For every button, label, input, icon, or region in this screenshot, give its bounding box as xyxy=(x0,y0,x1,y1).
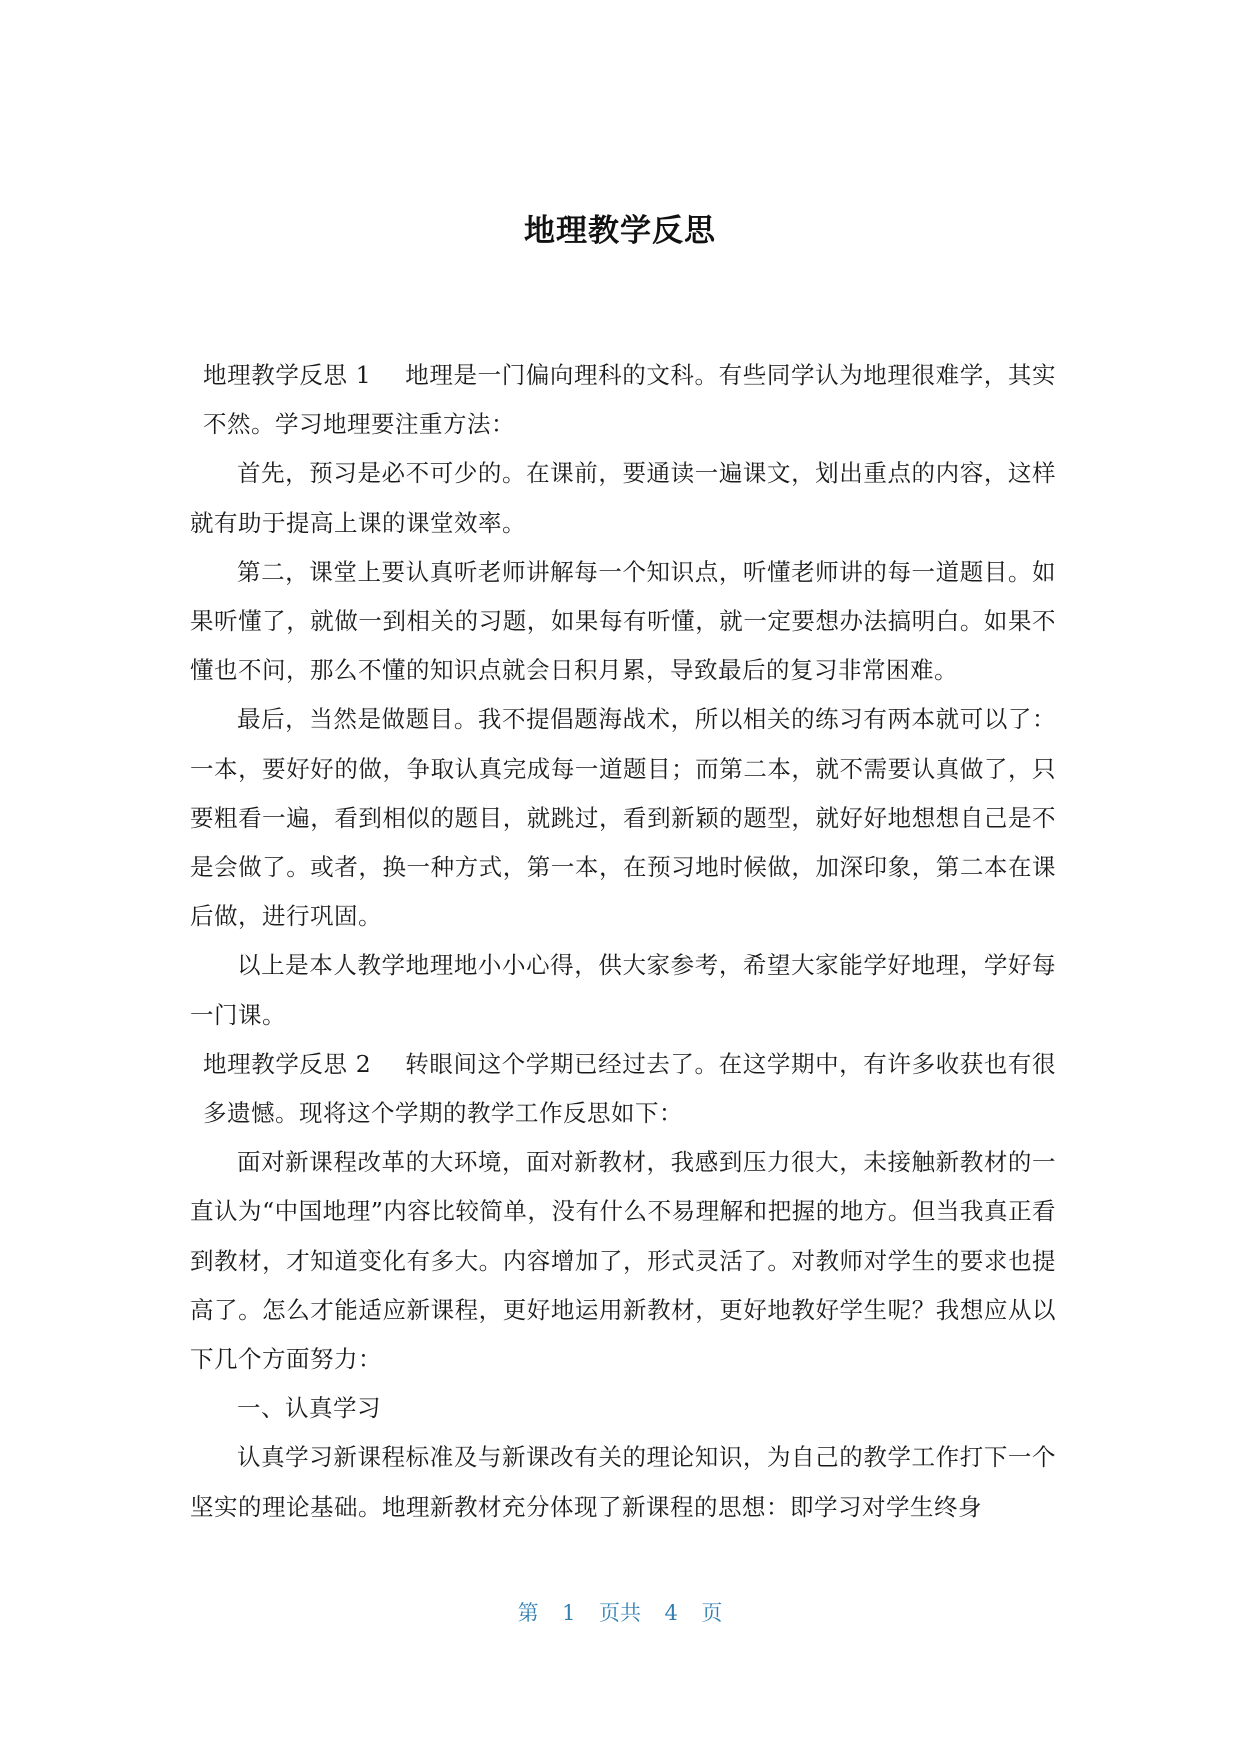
paragraph: 最后，当然是做题目。我不提倡题海战术，所以相关的练习有两本就可以了：一本，要好好的做，争取认真完成每一道题目；而第二本，就不需要认真做了，只要粗看一遍，看到相似的题目，就跳过，看到新颖的题型，就好好地想想自己是不是会做了。或者，换一种方式，第一本，在预习地时候做，加深印象，第二本在课后做，进行巩固。 xyxy=(190,705,1056,931)
footer-total-pages: 4 xyxy=(664,1601,678,1625)
paragraph: 面对新课程改革的大环境，面对新教材，我感到压力很大，未接触新教材的一直认为“中国地理”内容比较简单，没有什么不易理解和把握的地方。但当我真正看到教材，才知道变化有多大。内容增加了，形式灵活了。对教师对学生的要求也提高了。怎么才能适应新课程，更好地运用新教材，更好地教好学生呢？我想应从以下几个方面努力： xyxy=(190,1148,1056,1374)
subheading: 一、认真学习 xyxy=(237,1394,381,1423)
section-text-1: 地理是一门偏向理科的文科。有些同学认为地理很难学，其实不然。学习地理要注重方法： xyxy=(203,361,1057,439)
page-footer xyxy=(0,1598,1240,1628)
section-text-2: 转眼间这个学期已经过去了。在这学期中，有许多收获也有很多遗憾。现将这个学期的教学工作反思如下： xyxy=(203,1049,1057,1128)
paragraph: 认真学习新课程标准及与新课改有关的理论知识，为自己的教学工作打下一个坚实的理论基础。地理新教材充分体现了新课程的思想：即学习对学生终身 xyxy=(190,1443,1056,1521)
section-heading-2: 地理教学反思 2 xyxy=(203,1049,372,1078)
footer-mid: 页共 xyxy=(599,1601,641,1625)
footer-current-page: 1 xyxy=(562,1601,576,1625)
section-paragraph-2 xyxy=(190,1040,1056,1138)
section-heading-1: 地理教学反思 1 xyxy=(203,361,372,389)
paragraph: 首先，预习是必不可少的。在课前，要通读一遍课文，划出重点的内容，这样就有助于提高上课的课堂效率。 xyxy=(190,459,1056,537)
footer-prefix: 第 xyxy=(517,1601,539,1625)
paragraph: 第二，课堂上要认真听老师讲解每一个知识点，听懂老师讲的每一道题目。如果听懂了，就做一到相关的习题，如果每有听懂，就一定要想办法搞明白。如果不懂也不问，那么不懂的知识点就会日积月累，导致最后的复习非常困难。 xyxy=(190,557,1056,685)
paragraph: 以上是本人教学地理地小小心得，供大家参考，希望大家能学好地理，学好每一门课。 xyxy=(190,951,1056,1029)
footer-suffix: 页 xyxy=(701,1601,723,1625)
document-body xyxy=(190,351,1056,1532)
section-paragraph-1 xyxy=(190,351,1056,449)
document-title: 地理教学反思 xyxy=(524,212,716,249)
